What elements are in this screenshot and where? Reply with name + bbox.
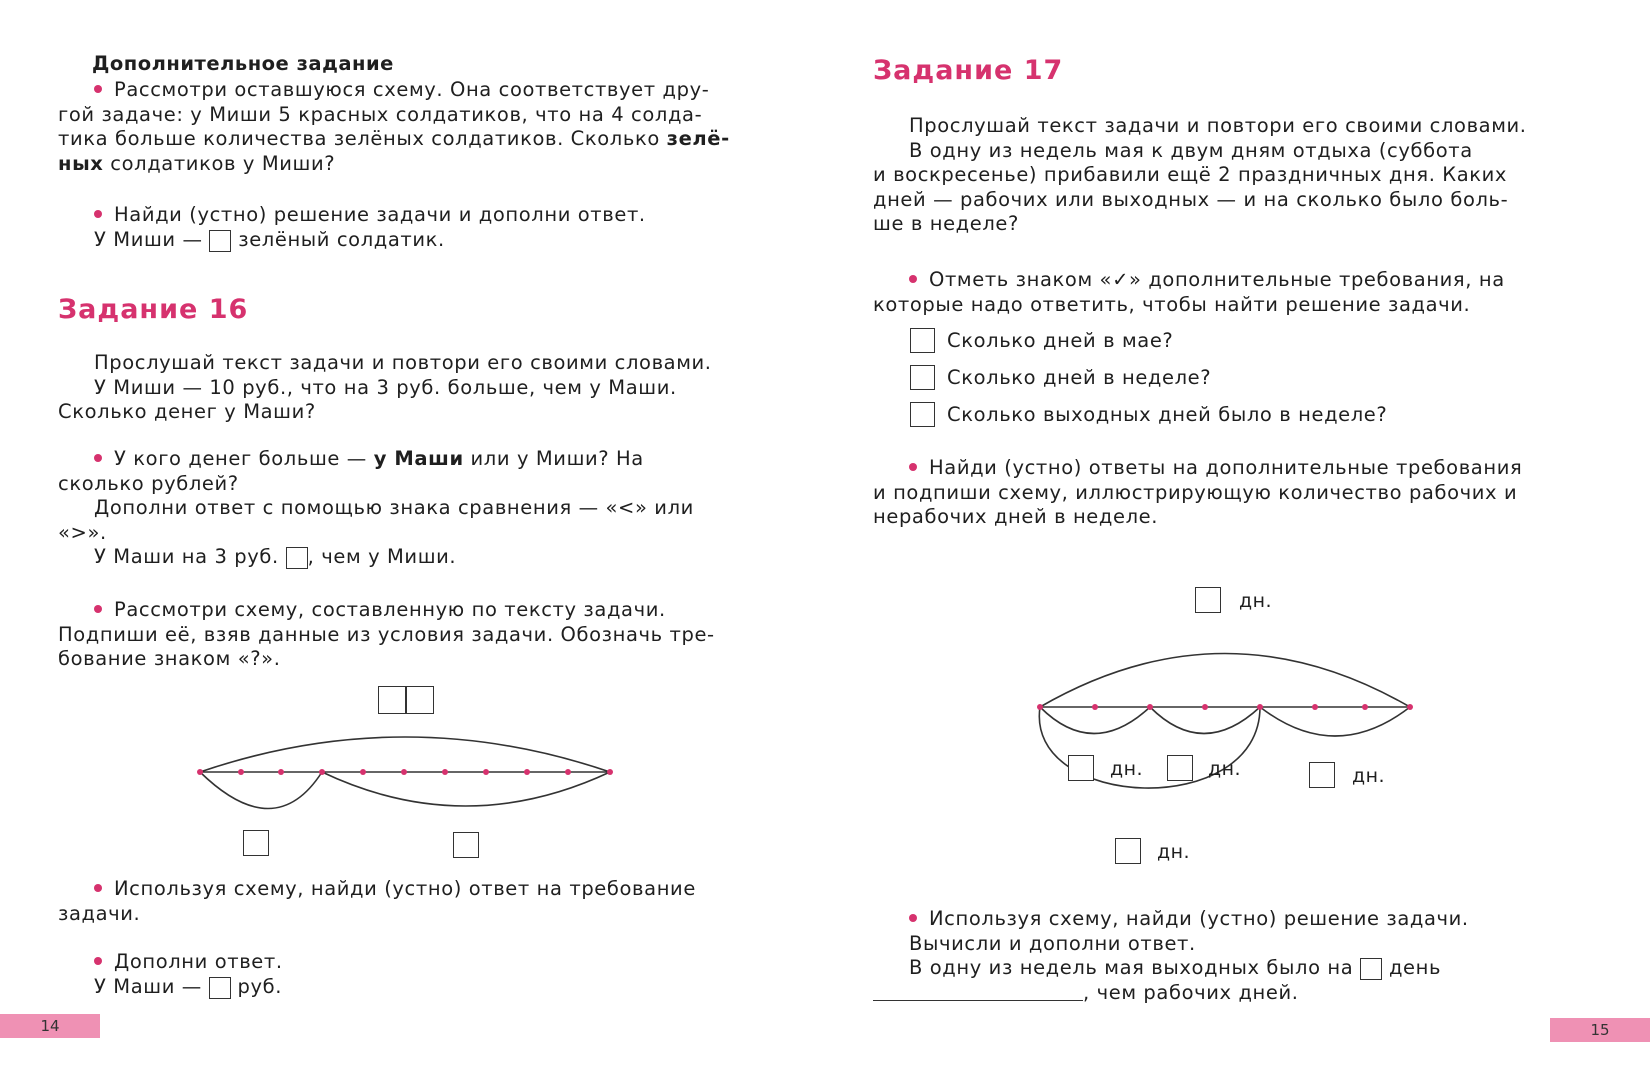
days-label: дн. bbox=[1208, 758, 1242, 780]
task-16-scheme-instruction: Рассмотри схему, составленную по тексту задачи. Подпиши её, взяв данные из условия задачи. Обозначь тре- бование знаком «?». bbox=[58, 598, 715, 670]
extra-task-text: Рассмотри оставшуюся схему. Она соответствует дру- гой задаче: у Миши 5 красных солдатиков, что на 4 солда- тика больше количества зелёных солдатиков. Сколько зелё- ных солдатиков у Миши? bbox=[58, 78, 730, 175]
task-16-title: Задание 16 bbox=[58, 294, 249, 325]
bullet-icon bbox=[94, 85, 102, 93]
checkbox[interactable] bbox=[910, 402, 935, 427]
bullet-icon bbox=[909, 275, 917, 283]
bullet-icon bbox=[94, 884, 102, 892]
checkbox[interactable] bbox=[910, 328, 935, 353]
task-16-final-answer: Дополни ответ. У Маши — руб. bbox=[94, 950, 283, 998]
bullet-icon bbox=[909, 914, 917, 922]
task-17-find-instruction: Найди (устно) ответы на дополнительные требования и подпиши схему, иллюстрирующую количество рабочих и нерабочих дней в неделе. bbox=[873, 456, 1523, 528]
scheme-16-left-box[interactable] bbox=[243, 830, 269, 856]
task-17-mark-instruction: Отметь знаком «✓» дополнительные требования, на которые надо ответить, чтобы найти решение задачи. bbox=[873, 268, 1505, 316]
checkbox[interactable] bbox=[910, 365, 935, 390]
checkbox-row[interactable]: Сколько дней в неделе? bbox=[910, 365, 1211, 390]
task-17-title: Задание 17 bbox=[873, 55, 1064, 86]
scheme-17-box-3[interactable] bbox=[1309, 762, 1335, 788]
answer-box[interactable] bbox=[1360, 958, 1382, 980]
bullet-icon bbox=[94, 957, 102, 965]
task-17-text: Прослушай текст задачи и повтори его своими словами. В одну из недель мая к двум дням отдыха (суббота и воскресенье) прибавили ещё 2 праздничных дня. Каких дней — рабочих или выходных — и на сколько было боль- ше в неделе? bbox=[873, 114, 1527, 235]
answer-blank-line[interactable] bbox=[873, 982, 1083, 1001]
page-number: 14 bbox=[0, 1014, 100, 1038]
scheme-17-box-4[interactable] bbox=[1115, 838, 1141, 864]
task-16-text: Прослушай текст задачи и повтори его своими словами. У Миши — 10 руб., что на 3 руб. больше, чем у Маши. Сколько денег у Маши? bbox=[58, 351, 712, 423]
task-16-use-scheme: Используя схему, найди (устно) ответ на требование задачи. bbox=[58, 877, 696, 925]
extra-task-title: Дополнительное задание bbox=[92, 52, 394, 75]
comparison-sign-box[interactable] bbox=[286, 547, 308, 569]
checkbox-row[interactable]: Сколько дней в мае? bbox=[910, 328, 1173, 353]
answer-box[interactable] bbox=[209, 977, 231, 999]
scheme-17-diagram bbox=[1035, 640, 1455, 840]
days-label: дн. bbox=[1239, 590, 1273, 612]
scheme-17-box-1[interactable] bbox=[1068, 755, 1094, 781]
checkbox-row[interactable]: Сколько выходных дней было в неделе? bbox=[910, 402, 1387, 427]
right-page bbox=[825, 0, 1650, 1080]
extra-task-answer: Найди (устно) решение задачи и дополни ответ. У Миши — зелёный солдатик. bbox=[94, 203, 646, 251]
scheme-16-top-box[interactable] bbox=[378, 686, 434, 714]
task-16-question: У кого денег больше — у Маши или у Миши? На сколько рублей? Дополни ответ с помощью знака сравнения — «<» или «>». У Маши на 3 руб. , чем у Миши. bbox=[58, 447, 694, 568]
answer-box[interactable] bbox=[209, 230, 231, 252]
bullet-icon bbox=[94, 210, 102, 218]
bullet-icon bbox=[909, 463, 917, 471]
days-label: дн. bbox=[1157, 841, 1191, 863]
scheme-16-diagram bbox=[195, 720, 635, 840]
bullet-icon bbox=[94, 454, 102, 462]
task-17-compute: Используя схему, найди (устно) решение задачи. Вычисли и дополни ответ. В одну из недель мая выходных было на день , чем рабочих дней. bbox=[873, 907, 1613, 1005]
days-label: дн. bbox=[1352, 765, 1386, 787]
scheme-16-right-box[interactable] bbox=[453, 832, 479, 858]
scheme-17-box-2[interactable] bbox=[1167, 755, 1193, 781]
page-number: 15 bbox=[1550, 1018, 1650, 1042]
bullet-icon bbox=[94, 605, 102, 613]
scheme-17-top-box[interactable] bbox=[1195, 587, 1221, 613]
days-label: дн. bbox=[1110, 758, 1144, 780]
